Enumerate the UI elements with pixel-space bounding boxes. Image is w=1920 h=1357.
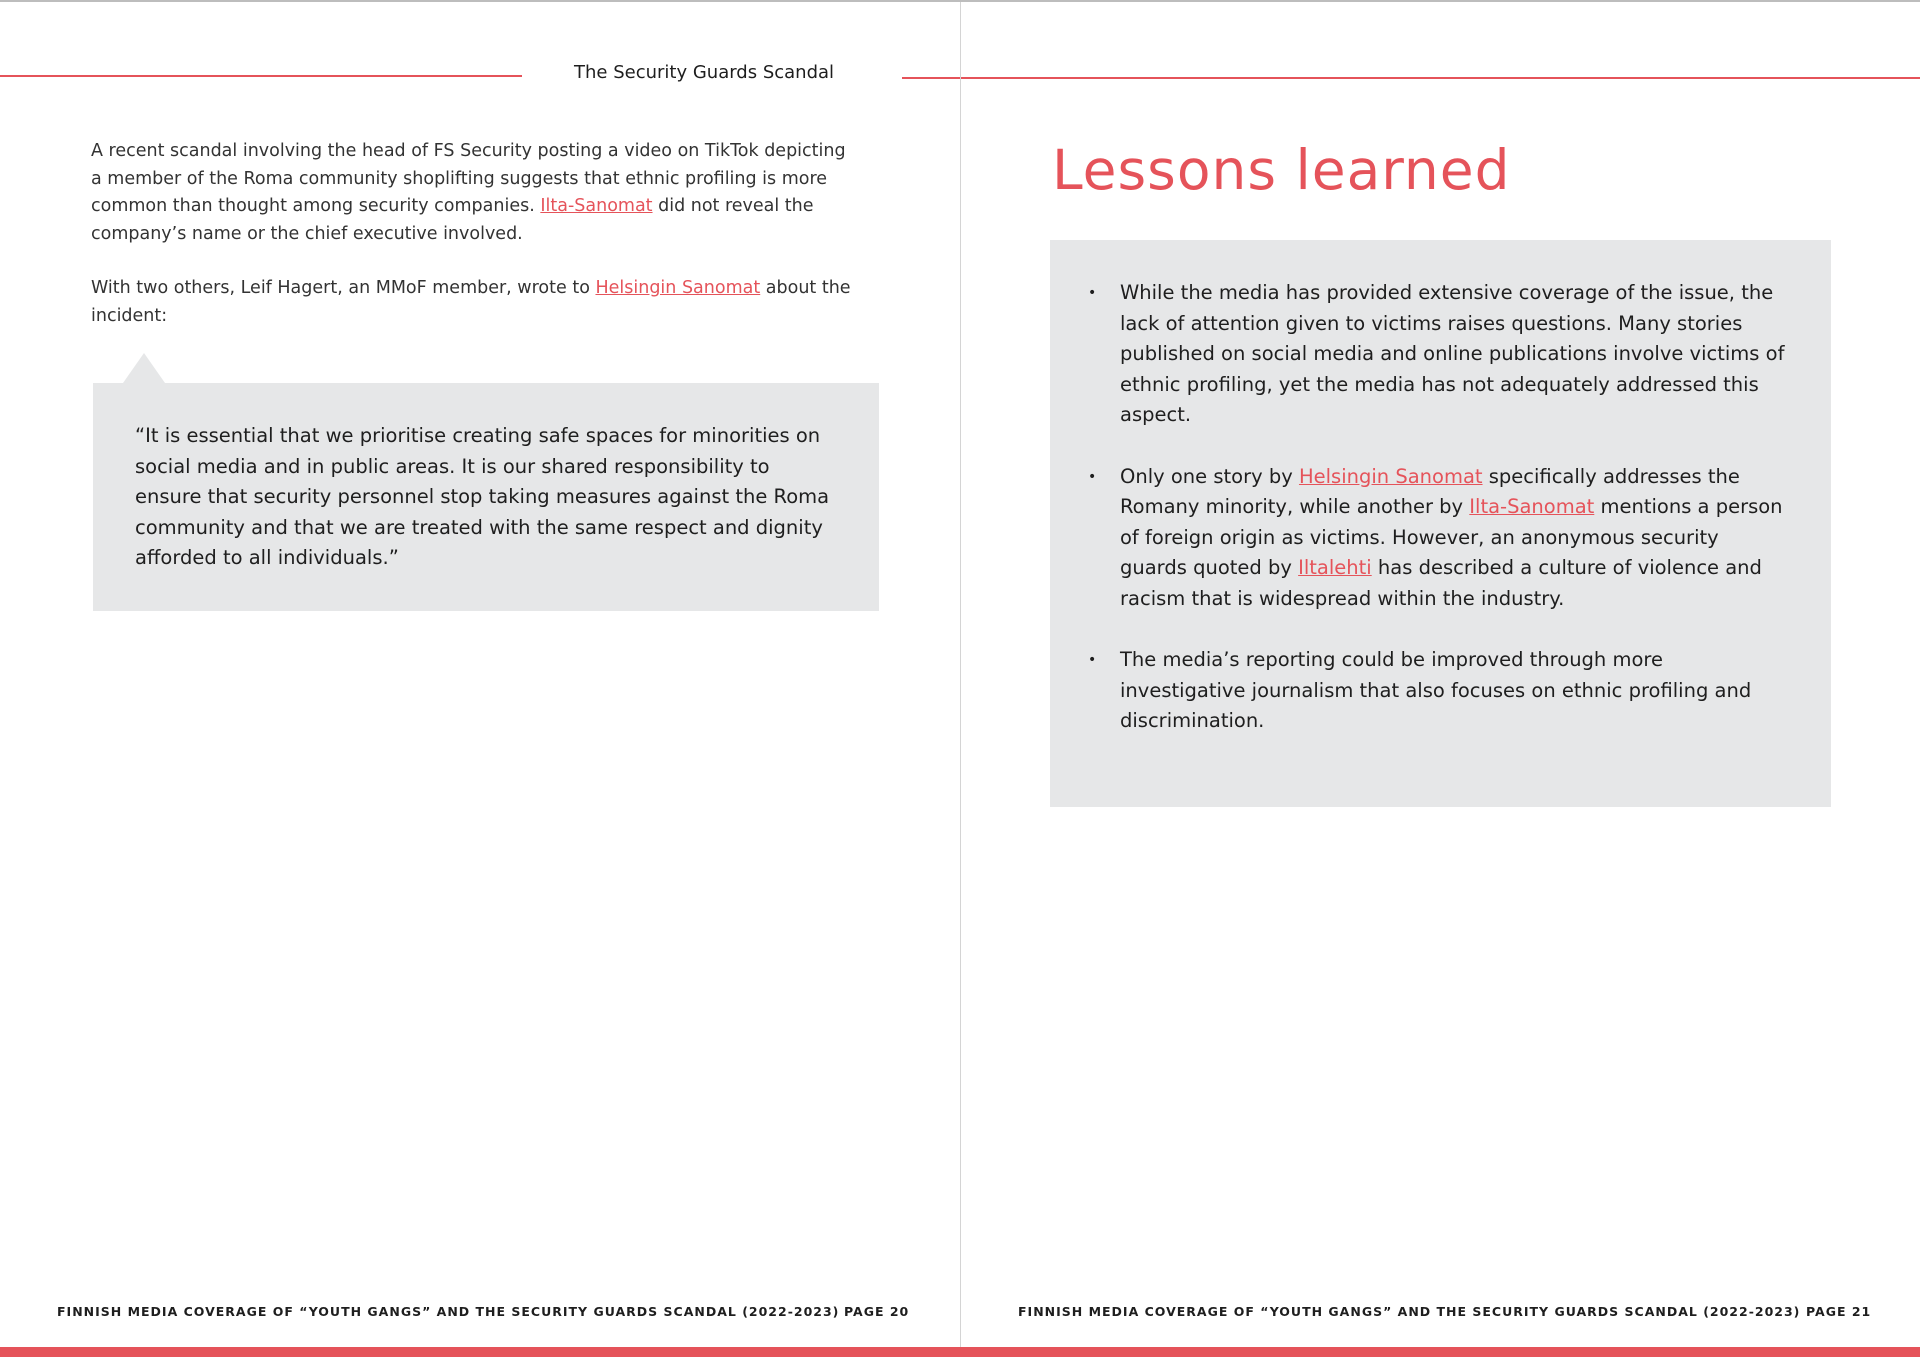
iltalehti-link[interactable]: Iltalehti bbox=[1298, 556, 1372, 580]
quote-pointer bbox=[123, 353, 165, 383]
bullet-icon: • bbox=[1088, 652, 1097, 669]
ilta-sanomat-link[interactable]: Ilta-Sanomat bbox=[1469, 495, 1595, 519]
footer-page-number-right: PAGE 21 bbox=[1806, 1304, 1872, 1319]
ilta-sanomat-link[interactable]: Ilta-Sanomat bbox=[540, 196, 653, 216]
intro-text-1: A recent scandal involving the head of FS Security posting a video on TikTok depicting a member of the Roma community shoplifting suggests that ethnic profiling is more common than thought among security companies. bbox=[91, 141, 846, 216]
lesson-item-3 bbox=[1088, 645, 1791, 737]
second-paragraph bbox=[91, 275, 881, 330]
footer-title-right: FINNISH MEDIA COVERAGE OF “YOUTH GANGS” AND THE SECURITY GUARDS SCANDAL (2022-2023) bbox=[1018, 1304, 1801, 1319]
helsingin-sanomat-link[interactable]: Helsingin Sanomat bbox=[1298, 464, 1483, 488]
lesson-text-1: While the media has provided extensive coverage of the issue, the lack of attention given to victims raises questions. Many stories published on social media and online publications involve victims of ethnic profiling, yet the media has not adequately addressed this aspect. bbox=[1120, 281, 1785, 427]
bullet-icon: • bbox=[1088, 285, 1097, 301]
header-rule-right-page bbox=[961, 77, 1920, 79]
quote-box bbox=[93, 383, 879, 611]
footer-page-number-left: PAGE 20 bbox=[844, 1304, 910, 1319]
helsingin-sanomat-link[interactable]: Helsingin Sanomat bbox=[595, 278, 761, 298]
lesson-item-2 bbox=[1088, 462, 1791, 615]
intro-paragraph bbox=[91, 138, 861, 248]
lesson-text-2a: Only one story by bbox=[1120, 464, 1299, 488]
quote-text: “It is essential that we prioritise creating safe spaces for minorities on social media and in public areas. It is our shared responsibility to ensure that security personnel stop taking measures against the Roma community and that we are treated with the same respect and dignity afforded to all individuals.” bbox=[135, 424, 830, 570]
footer-title-left: FINNISH MEDIA COVERAGE OF “YOUTH GANGS” AND THE SECURITY GUARDS SCANDAL (2022-2023) bbox=[57, 1304, 840, 1319]
lessons-box bbox=[1050, 240, 1831, 807]
lesson-text-2d: has described a culture of violence and racism that is widespread within the industry. bbox=[1120, 556, 1762, 610]
lesson-text-2b: specifically addresses the Romany minority, while another by bbox=[1120, 464, 1740, 519]
page-title: Lessons learned bbox=[1052, 138, 1511, 202]
right-page bbox=[961, 2, 1920, 1357]
intro-text-2: did not reveal the company’s name or the chief executive involved. bbox=[91, 196, 814, 244]
header-rule-right bbox=[902, 77, 960, 79]
lessons-list bbox=[1088, 278, 1791, 737]
left-page bbox=[0, 2, 960, 1357]
second-text-2: about the incident: bbox=[91, 278, 851, 326]
bottom-accent-bar bbox=[0, 1347, 1920, 1357]
running-head: The Security Guards Scandal bbox=[574, 62, 835, 83]
lesson-text-3: The media’s reporting could be improved through more investigative journalism that also focuses on ethnic profiling and discrimination. bbox=[1120, 648, 1752, 733]
bullet-icon: • bbox=[1088, 468, 1097, 485]
lesson-item-1 bbox=[1088, 278, 1791, 431]
second-text-1: With two others, Leif Hagert, an MMoF member, wrote to bbox=[91, 278, 596, 298]
lesson-text-2c: mentions a person of foreign origin as victims. However, an anonymous security guards quoted by bbox=[1120, 495, 1783, 580]
header-rule-left bbox=[0, 75, 522, 77]
